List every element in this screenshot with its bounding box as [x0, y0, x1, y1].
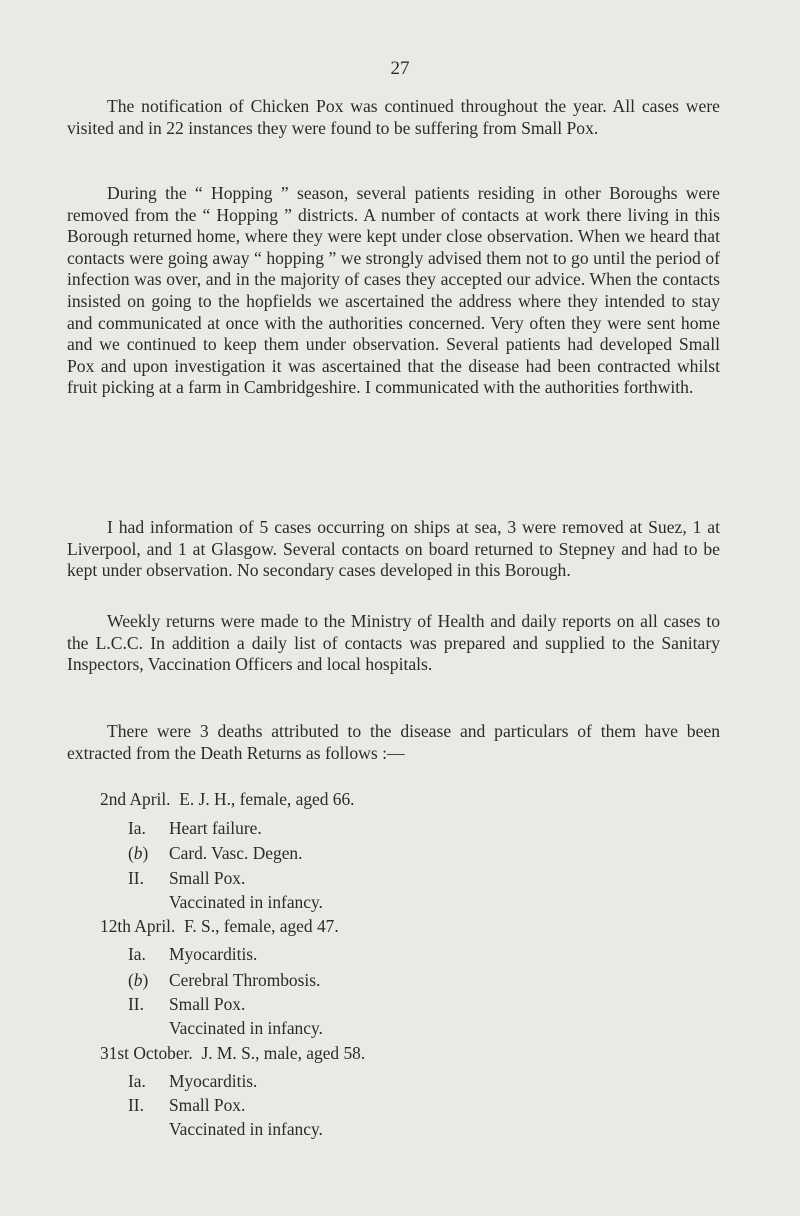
- paragraph-weekly-returns: Weekly returns were made to the Ministry of Health and daily reports on all cases to the L.C.C. In addition a daily list of contacts was prepared and supplied to the Sanitary Inspectors, Vaccination Officers and local hospitals.: [67, 611, 720, 675]
- paragraph-deaths-intro: There were 3 deaths attributed to the disease and particulars of them have been extracted from the Death Returns as follows :—: [67, 721, 720, 763]
- vaccination-status: Vaccinated in infancy.: [169, 892, 323, 912]
- cause-index: Ia.: [128, 944, 146, 964]
- cause-text: Myocarditis.: [169, 944, 258, 964]
- vaccination-status: Vaccinated in infancy.: [169, 1018, 323, 1038]
- cause-text: Small Pox.: [169, 994, 246, 1014]
- cause-text: Heart failure.: [169, 818, 262, 838]
- cause-index: II.: [128, 1095, 144, 1115]
- death-record-heading: [100, 916, 339, 937]
- cause-index: II.: [128, 868, 144, 888]
- cause-text: Card. Vasc. Degen.: [169, 843, 303, 863]
- death-person: E. J. H., female, aged 66.: [179, 789, 355, 809]
- cause-index: II.: [128, 994, 144, 1014]
- death-person: J. M. S., male, aged 58.: [201, 1043, 366, 1063]
- paragraph-hopping-season: During the “ Hopping ” season, several patients residing in other Boroughs were removed from the “ Hopping ” districts. A number of contacts at work there living in this Borough returned home, where they were kept under close observation. When we heard that contacts were going away “ hopping ” we strongly advised them not to go until the period of infection was over, and in the majority of cases they accepted our advice. When the contacts insisted on going to the hopfields we ascertained the address where they intended to stay and communicated at once with the authorities concerned. Very often they were sent home and we continued to keep them under observation. Several patients had developed Small Pox and upon investigation it was ascertained that the disease had been contracted whilst fruit picking at a farm in Cambridgeshire. I communicated with the authorities forthwith.: [67, 183, 720, 398]
- death-date: 12th April.: [100, 916, 176, 936]
- cause-index: (b): [128, 970, 149, 990]
- cause-index: Ia.: [128, 818, 146, 838]
- cause-text: Small Pox.: [169, 868, 246, 888]
- cause-text: Myocarditis.: [169, 1071, 258, 1091]
- cause-text: Cerebral Thrombosis.: [169, 970, 321, 990]
- page-number: 27: [390, 58, 410, 79]
- paragraph-chicken-pox: The notification of Chicken Pox was continued throughout the year. All cases were visited and in 22 instances they were found to be suffering from Small Pox.: [67, 96, 720, 138]
- death-date: 2nd April.: [100, 789, 171, 809]
- cause-index: (b): [128, 843, 149, 863]
- death-person: F. S., female, aged 47.: [184, 916, 339, 936]
- death-record-heading: [100, 1043, 365, 1064]
- death-record-heading: [100, 789, 355, 810]
- vaccination-status: Vaccinated in infancy.: [169, 1119, 323, 1139]
- paragraph-ships-at-sea: I had information of 5 cases occurring on ships at sea, 3 were removed at Suez, 1 at Liverpool, and 1 at Glasgow. Several contacts on board returned to Stepney and had to be kept under observation. No secondary cases developed in this Borough.: [67, 517, 720, 581]
- death-date: 31st October.: [100, 1043, 193, 1063]
- cause-text: Small Pox.: [169, 1095, 246, 1115]
- cause-index: Ia.: [128, 1071, 146, 1091]
